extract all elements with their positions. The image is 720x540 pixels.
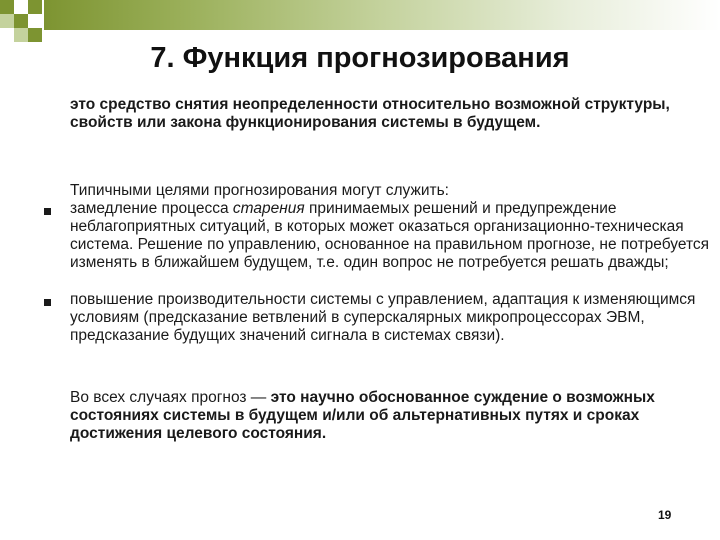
goals-intro: Типичными целями прогнозирования могут служить:	[70, 182, 449, 199]
square-2	[14, 0, 28, 14]
bullet-marker	[44, 208, 51, 215]
slide-title: 7. Функция прогнозирования	[150, 42, 570, 74]
square-3	[28, 0, 42, 14]
bullet-1-text-end: принимаемых решений и предупреждение неблагоприятных ситуаций, в которых может оказаться организационно-техническая система. Решение по управлению, основанное на правильном прогнозе, не потребуется изменять в ближайшем будущем, т.е. один вопрос не потребуется решать дважды;	[70, 200, 710, 271]
bullet-1-text-start: замедление процесса	[70, 200, 233, 217]
bullet-1-emphasis: старения	[232, 200, 305, 217]
conclusion-text	[70, 389, 715, 443]
square-6	[28, 14, 42, 28]
bullet-marker	[44, 299, 51, 306]
definition-text: это средство снятия неопределенности относительно возможной структуры, свойств или закона функционирования системы в будущем.	[70, 96, 670, 131]
bullet-item-1	[70, 200, 715, 272]
square-7	[0, 28, 14, 42]
square-1	[0, 0, 14, 14]
conclusion-bold: это научно обоснованное суждение о возможных состояниях системы в будущем и/или об альтернативных путях и сроках достижения целевого состояния.	[70, 389, 655, 442]
decorative-squares	[0, 0, 720, 48]
square-5	[14, 14, 28, 28]
square-4	[0, 14, 14, 28]
page-number: 19	[658, 508, 672, 522]
square-8	[14, 28, 28, 42]
conclusion-lead: Во всех случаях прогноз —	[70, 389, 271, 406]
square-9	[28, 28, 42, 42]
bullet-item-2: повышение производительности системы с управлением, адаптация к изменяющимся условиям (предсказание ветвлений в суперскалярных микропроцессорах ЭВМ, предсказание будущих значений сигнала в системах связи).	[70, 291, 696, 344]
